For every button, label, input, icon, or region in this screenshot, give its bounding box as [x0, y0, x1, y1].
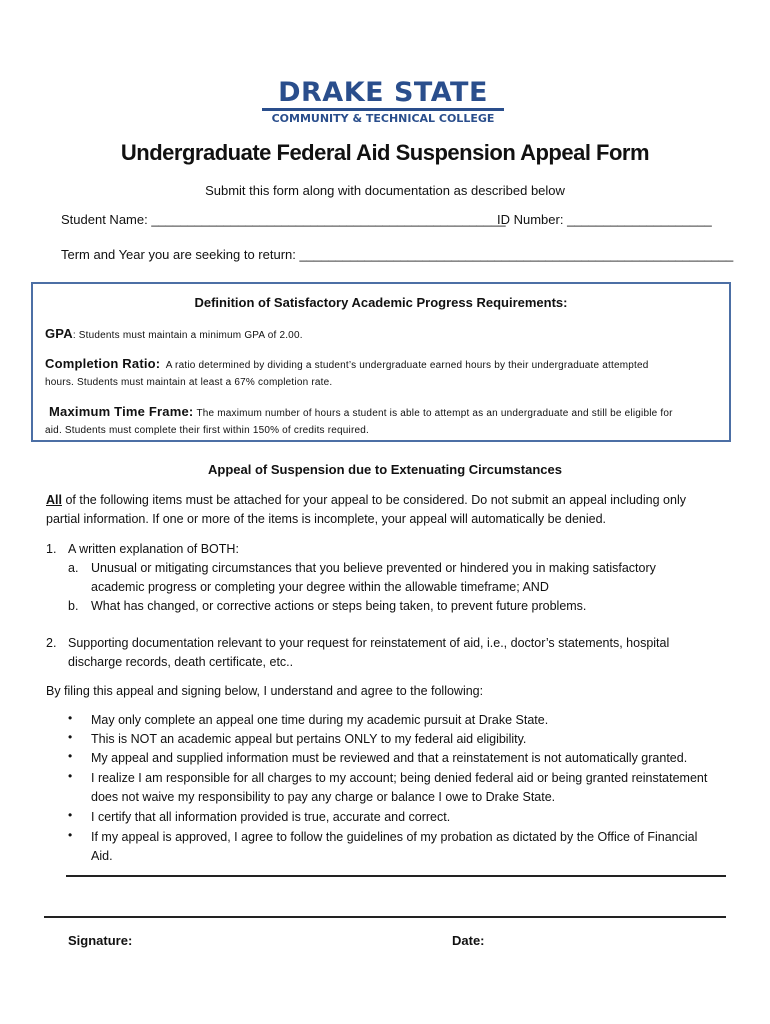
- max-time-text-1: The maximum number of hours a student is able to attempt as an undergraduate and still be eligible for: [196, 408, 673, 419]
- intro-all: All: [46, 493, 62, 507]
- item1-number: 1.: [46, 542, 57, 556]
- divider-rule: [66, 875, 726, 877]
- gpa-label: GPA: [45, 326, 73, 341]
- id-number-field[interactable]: ID Number: ____________________: [497, 212, 712, 227]
- appeal-intro-line-1: [46, 491, 726, 510]
- gpa-line: [45, 324, 725, 345]
- bullet-4-text-2: does not waive my responsibility to pay any charge or balance I owe to Drake State.: [91, 790, 556, 804]
- bullet-2: •: [68, 730, 73, 744]
- sap-requirements-box: [31, 282, 731, 442]
- item1a-label: a.: [68, 561, 79, 575]
- term-year-field[interactable]: Term and Year you are seeking to return: ____________________________________________________________: [61, 247, 734, 262]
- bullet-2-text: This is NOT an academic appeal but pertains ONLY to my federal aid eligibility.: [91, 732, 527, 746]
- appeal-intro-line-2: partial information. If one or more of the items is incomplete, your appeal will automatically be denied.: [46, 512, 607, 526]
- bullet-5-text: I certify that all information provided is true, accurate and correct.: [91, 810, 451, 824]
- item1-text: A written explanation of BOTH:: [68, 542, 239, 556]
- bullet-3-text: My appeal and supplied information must be reviewed and that a reinstatement is not automatically granted.: [91, 751, 688, 765]
- college-logo: [262, 77, 504, 126]
- bullet-4: •: [68, 769, 73, 783]
- completion-label: Completion Ratio:: [45, 356, 161, 371]
- bullet-1: •: [68, 711, 73, 725]
- signature-label[interactable]: Signature:: [68, 933, 133, 948]
- max-time-line-1: [49, 402, 729, 423]
- bullet-3: •: [68, 749, 73, 763]
- signature-rule: [44, 916, 726, 918]
- completion-text-1: A ratio determined by dividing a student’s undergraduate earned hours by their undergraduate attempted: [165, 360, 649, 371]
- item2-text-2: discharge records, death certificate, etc..: [68, 655, 294, 669]
- bullet-6: •: [68, 828, 73, 842]
- agreement-intro: By filing this appeal and signing below, I understand and agree to the following:: [46, 684, 484, 698]
- intro-rest-1: of the following items must be attached for your appeal to be considered. Do not submit an appeal including only: [61, 493, 686, 507]
- date-label[interactable]: Date:: [452, 933, 485, 948]
- completion-text-2: hours. Students must maintain at least a 67% completion rate.: [45, 377, 333, 388]
- bullet-5: •: [68, 808, 73, 822]
- item1b-label: b.: [68, 599, 79, 613]
- item1b-text: What has changed, or corrective actions or steps being taken, to prevent future problems.: [91, 599, 587, 613]
- logo-subtitle: COMMUNITY & TECHNICAL COLLEGE: [271, 112, 495, 125]
- item2-text-1: Supporting documentation relevant to your request for reinstatement of aid, i.e., doctor’s statements, hospital: [68, 636, 670, 650]
- max-time-text-2: aid. Students must complete their first within 150% of credits required.: [45, 425, 369, 436]
- item1a-text-2: academic progress or completing your degree within the allowable timeframe; AND: [91, 580, 549, 594]
- appeal-heading: Appeal of Suspension due to Extenuating Circumstances: [208, 462, 562, 477]
- form-title: Undergraduate Federal Aid Suspension Appeal Form: [120, 140, 650, 165]
- bullet-6-text-1: If my appeal is approved, I agree to follow the guidelines of my probation as dictated by the Office of Financial: [91, 830, 698, 844]
- logo-name: DRAKE STATE: [278, 77, 488, 108]
- student-name-field[interactable]: Student Name: _________________________________________________: [61, 212, 506, 227]
- bullet-4-text-1: I realize I am responsible for all charges to my account; being denied federal aid or being granted reinstatement: [91, 771, 708, 785]
- gpa-text: : Students must maintain a minimum GPA of 2.00.: [72, 330, 303, 341]
- sap-heading: Definition of Satisfactory Academic Progress Requirements:: [194, 295, 568, 310]
- bullet-1-text: May only complete an appeal one time during my academic pursuit at Drake State.: [91, 713, 549, 727]
- completion-line-1: [45, 354, 725, 375]
- max-time-label: Maximum Time Frame:: [49, 404, 194, 419]
- item2-number: 2.: [46, 636, 57, 650]
- bullet-6-text-2: Aid.: [91, 849, 113, 863]
- form-subtitle: Submit this form along with documentation as described below: [205, 183, 565, 198]
- item1a-text-1: Unusual or mitigating circumstances that you believe prevented or hindered you in making satisfactory: [91, 561, 656, 575]
